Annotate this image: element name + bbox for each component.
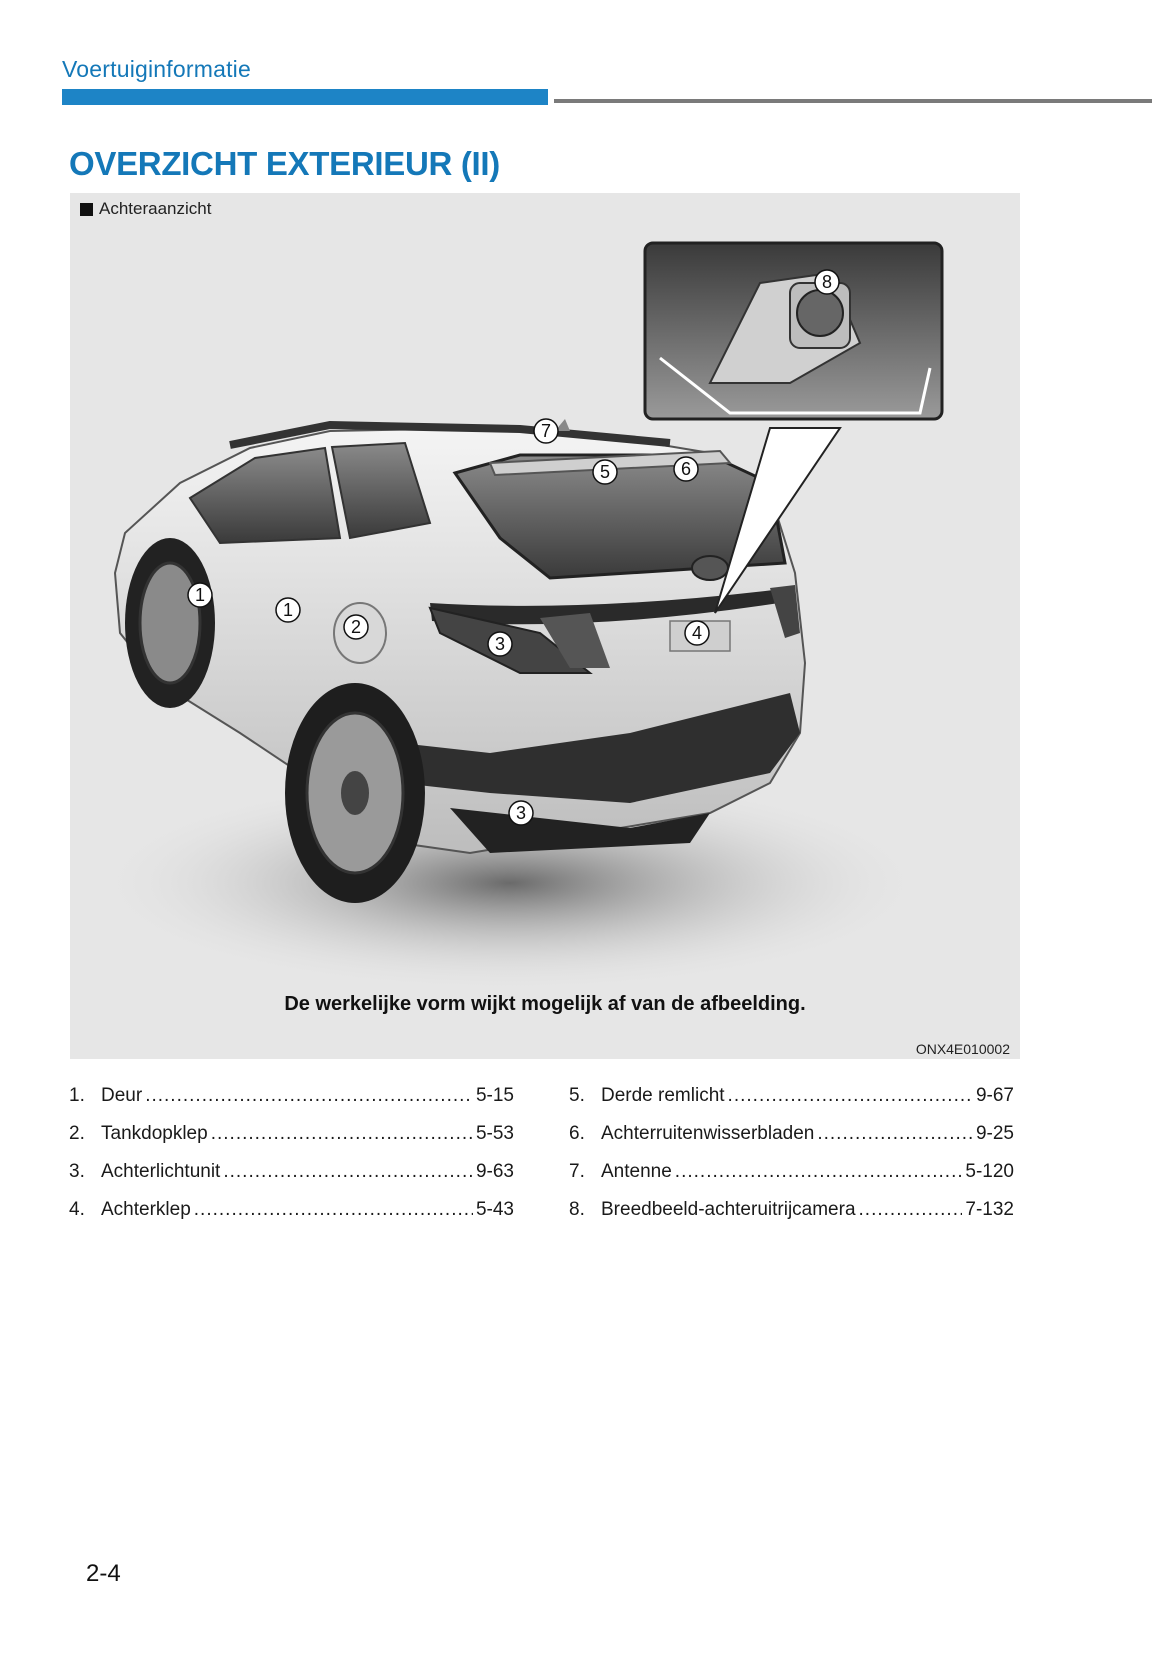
header-divider bbox=[554, 99, 1152, 103]
leader-dots bbox=[859, 1199, 963, 1221]
leader-dots bbox=[817, 1123, 973, 1145]
callout-6: 6 bbox=[680, 459, 692, 479]
square-bullet-icon bbox=[80, 203, 93, 216]
item-number: 6. bbox=[569, 1123, 585, 1144]
callout-7: 7 bbox=[540, 421, 552, 441]
list-item bbox=[569, 1199, 1014, 1237]
item-page: 9-67 bbox=[975, 1085, 1014, 1106]
item-label: Tankdopklep bbox=[101, 1123, 208, 1144]
figure-caption: De werkelijke vorm wijkt mogelijk af van de afbeelding. bbox=[284, 993, 806, 1015]
item-label: Achterruitenwisserbladen bbox=[601, 1123, 815, 1144]
item-label: Breedbeeld-achteruitrijcamera bbox=[601, 1199, 856, 1220]
callout-5: 5 bbox=[599, 462, 611, 482]
item-number: 2. bbox=[69, 1123, 85, 1144]
item-label: Antenne bbox=[601, 1161, 672, 1182]
parts-list-right bbox=[569, 1085, 1014, 1237]
leader-dots bbox=[211, 1123, 473, 1145]
item-number: 3. bbox=[69, 1161, 85, 1182]
leader-dots bbox=[145, 1085, 473, 1107]
car-rear-illustration bbox=[70, 193, 1020, 1059]
item-page: 5-43 bbox=[475, 1199, 514, 1220]
figure-heading-text: Achteraanzicht bbox=[99, 199, 212, 218]
section-label: Voertuiginformatie bbox=[62, 56, 251, 82]
figure-code: ONX4E010002 bbox=[915, 1041, 1010, 1057]
item-label: Achterlichtunit bbox=[101, 1161, 221, 1182]
parts-list-left bbox=[69, 1085, 514, 1237]
item-page: 9-25 bbox=[975, 1123, 1014, 1144]
item-number: 5. bbox=[569, 1085, 585, 1106]
item-number: 4. bbox=[69, 1199, 85, 1220]
item-label: Achterklep bbox=[101, 1199, 191, 1220]
item-label: Deur bbox=[101, 1085, 143, 1106]
list-item bbox=[569, 1161, 1014, 1199]
callout-8: 8 bbox=[821, 272, 833, 292]
list-item bbox=[569, 1085, 1014, 1123]
callout-3a: 3 bbox=[494, 634, 506, 654]
page-number: 2-4 bbox=[86, 1560, 121, 1587]
list-item bbox=[569, 1123, 1014, 1161]
callout-1a: 1 bbox=[194, 585, 206, 605]
item-page: 7-132 bbox=[965, 1199, 1014, 1220]
leader-dots bbox=[194, 1199, 473, 1221]
item-page: 5-53 bbox=[475, 1123, 514, 1144]
item-number: 1. bbox=[69, 1085, 85, 1106]
leader-dots bbox=[728, 1085, 973, 1107]
item-page: 9-63 bbox=[475, 1161, 514, 1182]
list-item bbox=[69, 1161, 514, 1199]
callout-2: 2 bbox=[350, 617, 362, 637]
figure-heading bbox=[80, 199, 211, 219]
callout-3b: 3 bbox=[515, 803, 527, 823]
callout-4: 4 bbox=[691, 623, 703, 643]
leader-dots bbox=[675, 1161, 963, 1183]
list-item bbox=[69, 1123, 514, 1161]
item-page: 5-120 bbox=[965, 1161, 1014, 1182]
item-label: Derde remlicht bbox=[601, 1085, 725, 1106]
list-item bbox=[69, 1199, 514, 1237]
leader-dots bbox=[223, 1161, 473, 1183]
callout-1b: 1 bbox=[282, 600, 294, 620]
item-page: 5-15 bbox=[475, 1085, 514, 1106]
page-title: OVERZICHT EXTERIEUR (II) bbox=[69, 145, 500, 182]
header-accent-bar bbox=[62, 89, 548, 105]
figure-panel bbox=[70, 193, 1020, 1059]
item-number: 7. bbox=[569, 1161, 585, 1182]
list-item bbox=[69, 1085, 514, 1123]
item-number: 8. bbox=[569, 1199, 585, 1220]
